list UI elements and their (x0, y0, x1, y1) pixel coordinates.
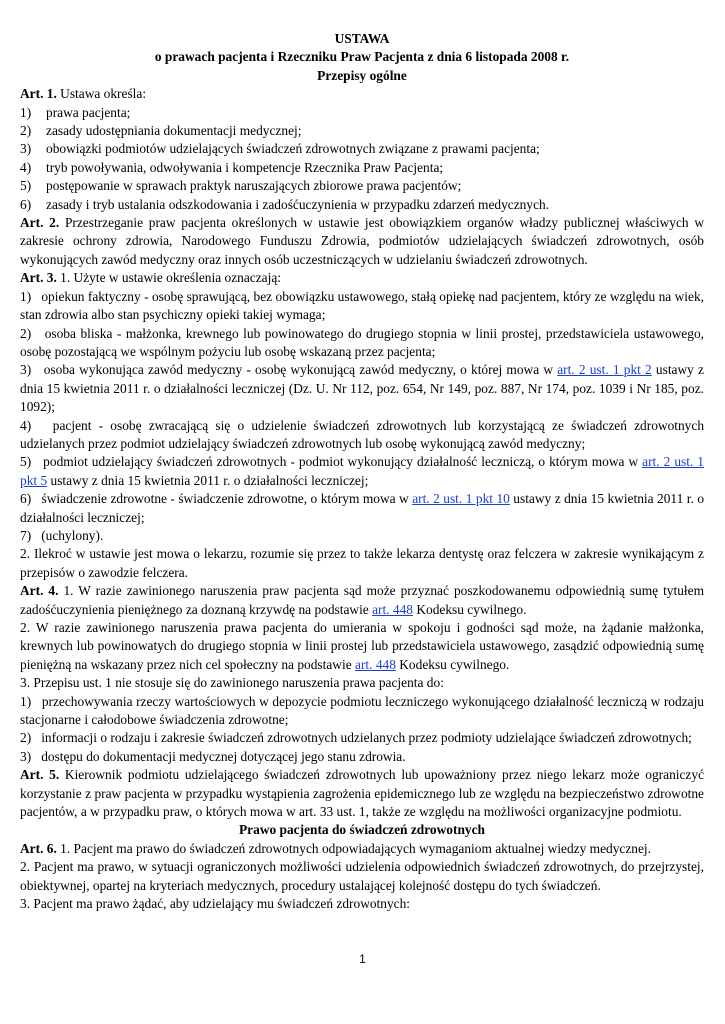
art4-label: Art. 4. (20, 583, 59, 599)
art6-paragraph-1: Art. 6. 1. Pacjent ma prawo do świadczeń zdrowotnych odpowiadających wymaganiom aktualnej wiedzy medycznej. (20, 840, 652, 856)
art5-paragraph: Art. 5. Kierownik podmiotu udzielającego świadczeń zdrowotnych lub upoważniony przez niego lekarz może ograniczyć korzystanie z praw pacjenta w przypadku wystąpienia zagrożenia epidemicznego lub ze względu na bezpieczeństwo zdrowotne pacjentów, a w przypadku praw, o których mowa w art. 33 ust. 1, także ze względu na możliwości organizacyjne podmiotu. (20, 767, 705, 820)
art3-item-4: 4) pacjent - osobę zwracającą się o udzielenie świadczeń zdrowotnych lub korzystającą ze świadczeń zdrowotnych udzielanych przez podmiot udzielający świadczeń zdrowotnych lub osobę wykonującą zawód medyczny; (20, 417, 705, 451)
art3-item-3: 3) osoba wykonująca zawód medyczny - osobę wykonującą zawód medyczny, o której mowa w art. 2 ust. 1 pkt 2 ustawy z dnia 15 kwietnia 2011 r. o działalności leczniczej (Dz. U. Nr 112, poz. 654, Nr 149, poz. 887, Nr 174, poz. 1039 i Nr 185, poz. 1092); (20, 362, 704, 415)
link-art2-ust1-pkt10[interactable]: art. 2 ust. 1 pkt 10 (412, 491, 510, 507)
art3-item-2: 2) osoba bliska - małżonka, krewnego lub powinowatego do drugiego stopnia w linii prostej, przedstawiciela ustawowego, osobę pozostającą we wspólnym pożyciu lub osobę wskazaną przez pacjenta; (20, 325, 704, 359)
list-item: 1) prawa pacjenta; (20, 104, 131, 120)
art6-paragraph-3: 3. Pacjent ma prawo żądać, aby udzielający mu świadczeń zdrowotnych: (20, 896, 411, 912)
list-item: 6) zasady i tryb ustalania odszkodowania i zadośćuczynienia w przypadku zdarzeń medycznych. (20, 196, 550, 212)
art2-label: Art. 2. (20, 215, 60, 231)
page-number: 1 (359, 952, 366, 966)
art6-paragraph-2: 2. Pacjent ma prawo, w sytuacji ograniczonych możliwości udzielenia odpowiednich świadczeń zdrowotnych, do przejrzystej, obiektywnej, opartej na kryteriach medycznych, procedury ustalającej kolejność dostępu do tych świadczeń. (20, 859, 704, 893)
list-item: 2) zasady udostępniania dokumentacji medycznej; (20, 123, 302, 139)
list-item: 4) tryb powoływania, odwoływania i kompetencje Rzecznika Praw Pacjenta; (20, 159, 444, 175)
art3-item-5: 5) podmiot udzielający świadczeń zdrowotnych - podmiot wykonujący działalność leczniczą, o którym mowa w art. 2 ust. 1 pkt 5 ustawy z dnia 15 kwietnia 2011 r. o działalności leczniczej; (20, 454, 704, 488)
art3-paragraph-2: 2. Ilekroć w ustawie jest mowa o lekarzu, rozumie się przez to także lekarza dentystę oraz felczera w zakresie wynikającym z przepisów o zawodzie felczera. (20, 546, 704, 580)
art5-label: Art. 5. (20, 767, 60, 783)
link-art448[interactable]: art. 448 (372, 601, 413, 617)
art3-item-7: 7) (uchylony). (20, 527, 104, 543)
list-item: 3) obowiązki podmiotów udzielających świadczeń zdrowotnych związane z prawami pacjenta; (20, 141, 540, 157)
art3-intro: Art. 3. 1. Użyte w ustawie określenia oznaczają: (20, 270, 282, 286)
art4-paragraph-1: Art. 4. 1. W razie zawinionego naruszenia praw pacjenta sąd może przyznać poszkodowanemu odpowiednią sumę tytułem zadośćuczynienia pieniężnego za doznaną krzywdę na podstawie art. 448 Kodeksu cywilnego. (20, 583, 704, 617)
art1-label: Art. 1. (20, 86, 57, 102)
link-art2-ust1-pkt2[interactable]: art. 2 ust. 1 pkt 2 (557, 362, 652, 378)
doc-title: USTAWA (334, 31, 390, 46)
list-item: 5) postępowanie w sprawach praktyk naruszających zbiorowe prawa pacjentów; (20, 178, 462, 194)
link-art448[interactable]: art. 448 (355, 656, 396, 672)
art4-item-2: 2) informacji o rodzaju i zakresie świadczeń zdrowotnych udzielanych przez podmioty udzielające świadczeń zdrowotnych; (20, 730, 692, 746)
section-heading-health-services: Prawo pacjenta do świadczeń zdrowotnych (239, 822, 485, 838)
art6-label: Art. 6. (20, 840, 57, 856)
art4-paragraph-2: 2. W razie zawinionego naruszenia prawa pacjenta do umierania w spokoju i godności sąd może, na żądanie małżonka, krewnych lub powinowatych do drugiego stopnia w linii prostej lub przedstawiciela ustawowego, zasądzić odpowiednią sumę pieniężną na wskazany przez nich cel społeczny na podstawie art. 448 Kodeksu cywilnego. (20, 620, 704, 672)
art1-intro: Art. 1. Ustawa określa: (20, 86, 147, 102)
art4-item-1: 1) przechowywania rzeczy wartościowych w depozycie podmiotu leczniczego wykonującego działalność leczniczą w rodzaju stacjonarne i całodobowe świadczenia zdrowotne; (20, 693, 704, 728)
art3-item-6: 6) świadczenie zdrowotne - świadczenie zdrowotne, o którym mowa w art. 2 ust. 1 pkt 10 ustawy z dnia 15 kwietnia 2011 r. o działalności leczniczej; (20, 491, 705, 525)
art4-item-3: 3) dostępu do dokumentacji medycznej dotyczącej jego stanu zdrowia. (20, 748, 406, 764)
link-art2-ust1-pkt5[interactable]: art. 2 ust. 1 pkt 5 (20, 454, 704, 488)
art3-item-1: 1) opiekun faktyczny - osobę sprawującą, bez obowiązku ustawowego, stałą opiekę nad pacjentem, który ze względu na wiek, stan zdrowia albo stan psychiczny opieki takiej wymaga; (20, 288, 705, 323)
art4-paragraph-3: 3. Przepisu ust. 1 nie stosuje się do zawinionego naruszenia prawa pacjenta do: (20, 675, 444, 691)
doc-subtitle: o prawach pacjenta i Rzeczniku Praw Pacjenta z dnia 6 listopada 2008 r. (154, 49, 570, 65)
art2-paragraph: Art. 2. Przestrzeganie praw pacjenta określonych w ustawie jest obowiązkiem organów władzy publicznej właściwych w zakresie ochrony zdrowia, Narodowego Funduszu Zdrowia, podmiotów udzielających świadczeń zdrowotnych, osób wykonujących zawód medyczny oraz innych osób uczestniczących w udzielaniu świadczeń zdrowotnych. (20, 215, 705, 267)
document-page (20, 30, 704, 914)
section-heading-general: Przepisy ogólne (317, 67, 407, 83)
art3-label: Art. 3. (20, 270, 57, 286)
